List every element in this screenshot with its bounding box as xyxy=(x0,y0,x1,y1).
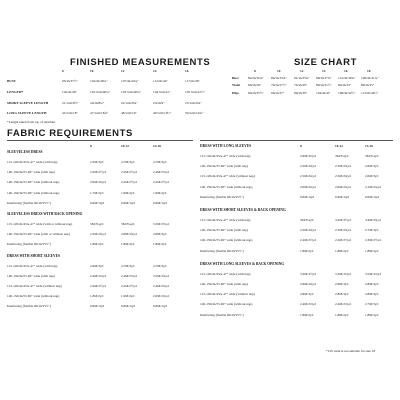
fabric-cell: 1.7M/2yd xyxy=(90,190,104,195)
fabric-cell: 1.8M/2yd xyxy=(121,242,135,247)
fabric-cell: 2.5M/2¾yd xyxy=(153,273,169,278)
sc-cell: 90cm/35½" xyxy=(248,91,264,95)
fabric-cell: 1.8M/2yd xyxy=(335,312,349,317)
sc-cell: 104cm/41" xyxy=(316,91,331,95)
fabric-section-title: SLEEVELESS DRESS WITH BACK OPENING xyxy=(7,212,83,216)
fabric-row-label: 140-150cm/55-60" wide (with or without nap) xyxy=(7,232,70,237)
fabric-cell: 3.5M/3⅞yd xyxy=(153,222,169,226)
fabric-cell: 3.2M/3½yd xyxy=(335,218,351,222)
fabric-row-label: 140-150cm/55-60" wide (without nap) xyxy=(7,190,60,195)
fabric-cell: 3M/3¼yd xyxy=(90,222,104,226)
fabric-cell: 0.6M/⅝yd xyxy=(121,200,136,205)
fabric-row-label: 140-150cm/55-60" wide (without nap) xyxy=(200,184,253,189)
fabric-cell: 2.2M/2½yd xyxy=(300,238,316,243)
fabric-cell: 2.7M/3yd xyxy=(365,302,379,307)
sc-row-label: Hips xyxy=(232,91,239,95)
fabric-cell: 2.6M/3yd xyxy=(365,164,379,169)
fabric-section-title: DRESS WITH LONG SLEEVES xyxy=(200,144,252,148)
fabric-cell: 2.0M/2¼yd xyxy=(335,184,351,189)
fabric-row-label: Interfacing (fusible 90cm/35½") xyxy=(200,312,244,317)
fabric-right-rule xyxy=(200,140,393,141)
fabric-left-rule xyxy=(7,140,193,141)
fabric-cell: 2.1M/2¼yd xyxy=(365,184,381,189)
fabric-cell: 1.8M/2yd xyxy=(90,294,104,299)
fabric-cell: 1.9M/2yd xyxy=(121,294,135,299)
fabric-right-header: 8 xyxy=(300,144,302,148)
sc-size-18: 18 xyxy=(367,69,371,73)
finished-measurements-title: FINISHED MEASUREMENTS xyxy=(70,57,211,68)
fabric-cell: 1.9M/2yd xyxy=(153,190,167,195)
fm-cell: 48.5cm/19" xyxy=(121,111,137,115)
fabric-cell: 1.8M/2yd xyxy=(300,248,314,253)
fabric-cell: 2.5M/2¾yd xyxy=(90,232,106,237)
fabric-cell: 2.2M/2½yd xyxy=(153,180,169,185)
fm-cell: 21.5cm/8½" xyxy=(62,101,79,105)
sc-cell: 89cm/35" xyxy=(361,83,375,87)
fabric-cell: 3.5M/3⅞yd xyxy=(365,271,381,276)
fabric-right-header: 14-16 xyxy=(365,144,373,148)
fabric-cell: 1.8M/2yd xyxy=(365,312,379,317)
fabric-cell: 0.6M/⅝yd xyxy=(153,304,168,309)
fabric-row-label: 115-120cm/45¼-47" wide (with nap) xyxy=(200,218,251,222)
fabric-row-label: 115-120cm/45¼-47" wide (with or without nap) xyxy=(7,222,73,226)
fabric-section-title: DRESS WITH SHORT SLEEVES & BACK OPENING xyxy=(200,208,286,212)
fabric-cell: 2.2M/2½yd xyxy=(90,170,106,175)
fm-size-12: 12 xyxy=(121,69,125,73)
fm-cell: 102cm/40¼" xyxy=(90,79,108,83)
fabric-cell: 2.4M/2⅝yd xyxy=(335,302,351,307)
fm-cell: 22.5cm/8¾" xyxy=(121,101,138,105)
sc-size-8: 8 xyxy=(254,69,256,73)
fabric-cell: 2.4M/2⅝yd xyxy=(153,284,169,288)
fm-size-14: 14 xyxy=(153,69,157,73)
fm-cell: 45.5cm/18" xyxy=(62,111,78,115)
fm-cell: 95cm/37½" xyxy=(62,79,78,83)
fabric-row-label: 115-120cm/45¼-47" wide (without nap) xyxy=(7,284,62,288)
sc-cell: 86cm/33¾" xyxy=(271,76,287,80)
fm-row-label: SHORT SLEEVE LENGTH xyxy=(7,101,49,105)
sc-cell: 91cm/35¾" xyxy=(294,76,310,80)
fabric-cell: 2.9M/3⅛yd xyxy=(300,154,316,158)
fm-cell: 49.5cm/19½" xyxy=(153,111,172,115)
fabric-cell: 2.0M/2¼yd xyxy=(300,184,316,189)
sc-cell: 82cm/32¼" xyxy=(248,76,264,80)
fabric-cell: 2.6M/2¾yd xyxy=(121,232,137,237)
fabric-left-header: 14-16 xyxy=(153,144,161,148)
fm-cell: 102.5cm/40¼" xyxy=(90,90,111,94)
fm-cell: 117cm/46" xyxy=(185,79,200,83)
fabric-requirements-title: FABRIC REQUIREMENTS xyxy=(7,128,133,139)
fm-cell: 102cm/40" xyxy=(62,90,77,94)
fabric-cell: 2.5M/2¾yd xyxy=(300,228,316,233)
fm-cell: 50.5cm/19¾" xyxy=(185,111,204,115)
fm-cell: 112cm/44" xyxy=(153,79,168,83)
fabric-cell: 0.6M/⅝yd xyxy=(335,194,350,199)
fabric-cell: 3.3M/3⅝yd xyxy=(335,271,351,276)
sc-cell: 94cm/37" xyxy=(271,91,285,95)
fabric-section-title: DRESS WITH LONG SLEEVES & BACK OPENING xyxy=(200,261,285,266)
sc-cell: 96cm/37¾" xyxy=(316,76,332,80)
fabric-cell: 2.7M/3yd xyxy=(121,160,135,164)
fabric-cell: 0.6M/⅝yd xyxy=(153,200,168,205)
fabric-cell: 2.5M/2¾yd xyxy=(300,174,316,179)
sc-cell: 108cm/42½" xyxy=(338,91,356,95)
fabric-cell: 2.0M/2¼yd xyxy=(90,180,106,185)
fabric-cell: 2.2M/2½yd xyxy=(121,284,137,288)
fabric-cell: 1.8M/2yd xyxy=(153,242,167,247)
finished-measurements-note: *Length taken from top of shoulder xyxy=(7,120,56,124)
sc-size-10: 10 xyxy=(277,69,281,73)
fabric-cell: 1.8M/2yd xyxy=(365,248,379,253)
fm-cell: 103.5cm/40¾" xyxy=(121,90,142,94)
fabric-cell: 2.6M/3yd xyxy=(90,263,104,268)
fabric-cell: 2.5M/2¾yd xyxy=(335,164,351,169)
fabric-footnote: *150 wide is not suitable for size 18 xyxy=(326,349,376,353)
fabric-row-label: Interfacing (fusible 90cm/35½") xyxy=(7,242,51,247)
fabric-left-header: 10-12 xyxy=(121,144,129,148)
fabric-cell: 0.6M/⅝yd xyxy=(300,194,315,199)
fabric-row-label: 115-120cm/45¼-47" wide (with nap) xyxy=(7,160,58,164)
fabric-cell: 3M/3¼yd xyxy=(121,222,135,226)
fm-cell: 105.5cm/41½" xyxy=(185,90,206,94)
fm-cell: 104.5cm/41" xyxy=(153,90,171,94)
fabric-row-label: 115-120cm/45¼-47" wide (without nap) xyxy=(200,292,255,297)
fabric-cell: 2.3M/2½yd xyxy=(365,238,381,243)
sc-cell: 74cm/29" xyxy=(294,83,308,87)
fabric-cell: 2.4M/2⅝yd xyxy=(153,170,169,175)
fabric-cell: 2.5M/2¾yd xyxy=(335,228,351,233)
fabric-row-label: 140-150cm/55-60" wide (with nap) xyxy=(7,273,55,278)
fabric-row-label: 140-150cm/55-60" wide (with nap) xyxy=(200,228,248,233)
fabric-cell: 2.7M/3yd xyxy=(121,263,135,268)
fabric-row-label: Interfacing (fusible 90cm/35½") xyxy=(200,194,244,199)
fabric-row-label: 115-120cm/45¼-47" wide (with nap) xyxy=(200,271,251,276)
fabric-cell: 2.5M/2¾yd xyxy=(300,164,316,169)
fabric-right-header: 10-12 xyxy=(335,144,343,148)
fabric-cell: 3M/3¼yd xyxy=(300,218,314,222)
fabric-row-label: Interfacing (fusible 90cm/35½") xyxy=(200,248,244,253)
sc-cell: 80cm/31½" xyxy=(316,83,332,87)
size-chart-title: SIZE CHART xyxy=(294,57,357,68)
sc-cell: 84cm/33" xyxy=(338,83,352,87)
sc-row-label: Bust xyxy=(232,76,239,80)
fabric-cell: 2.5M/2¾yd xyxy=(335,174,351,179)
fabric-row-label: 140-150cm/55-60" wide (with nap) xyxy=(7,170,55,175)
fabric-left-header: 8 xyxy=(90,144,92,148)
sc-cell: 99cm/39" xyxy=(294,91,308,95)
fm-size-0: 0 xyxy=(62,69,64,73)
fabric-row-label: 140-150cm/55-60" wide (with nap) xyxy=(200,282,248,286)
sc-cell: 106cm/41¾" xyxy=(361,76,379,80)
fm-size-10: 10 xyxy=(90,69,94,73)
fabric-row-label: 140-150cm/55-60" wide (without nap) xyxy=(7,180,60,185)
fabric-cell: 2.2M/2½yd xyxy=(121,170,137,175)
fm-row-label: BUST xyxy=(7,79,16,83)
fabric-cell: 3M/3¼yd xyxy=(335,154,349,158)
fabric-cell: 0.6M/⅝yd xyxy=(90,304,105,309)
fabric-cell: 3.2M/3½yd xyxy=(300,271,316,276)
fm-row-label: LONG SLEEVE LENGTH xyxy=(7,111,47,115)
fabric-cell: 0.6M/⅝yd xyxy=(121,304,136,309)
fabric-row-label: Interfacing (fusible 90cm/35½") xyxy=(7,200,51,205)
fabric-cell: 2.6M/3yd xyxy=(365,174,379,179)
fabric-row-label: 140-150cm/55-60" wide (with nap) xyxy=(200,164,248,169)
fabric-cell: 1.9M/2yd xyxy=(121,190,135,195)
sc-size-12: 12 xyxy=(300,69,304,73)
fm-cell: 23.5cm/9¼" xyxy=(185,101,202,105)
fabric-cell: 2.8M/3yd xyxy=(300,292,314,297)
fm-cell: 107cm/42¼" xyxy=(121,79,139,83)
fabric-cell: 2.6M/3yd xyxy=(335,282,349,286)
fabric-cell: 2.5M/3yd xyxy=(90,160,104,164)
sc-cell: 101cm/39¾" xyxy=(338,76,356,80)
fabric-cell: 2.2M/2½yd xyxy=(90,284,106,288)
fabric-cell: 0.6M/⅝yd xyxy=(365,194,380,199)
fabric-cell: 1.8M/2yd xyxy=(335,248,349,253)
fabric-cell: 3.4M/3¾yd xyxy=(365,218,381,222)
fabric-cell: 1.8M/2yd xyxy=(300,312,314,317)
fabric-cell: 2.4M/2⅝yd xyxy=(300,302,316,307)
fabric-row-label: 115-120cm/45¼-47" wide (with nap) xyxy=(7,263,58,268)
fabric-row-label: 140-150cm/55-60" wide (without nap) xyxy=(200,238,253,243)
fabric-cell: 2.8M/3yd xyxy=(335,292,349,297)
sc-cell: 113cm/44½" xyxy=(361,91,379,95)
fabric-cell: 2.6M/2¾yd xyxy=(300,282,316,286)
fabric-cell: 2.7M/3yd xyxy=(365,228,379,233)
fabric-cell: 2.6M/3yd xyxy=(153,232,167,237)
fabric-cell: 2.8M/3yd xyxy=(365,282,379,286)
fabric-cell: 2.0M/2¼yd xyxy=(153,294,169,299)
fabric-row-label: Interfacing (fusible 90cm/35½") xyxy=(7,304,51,309)
fabric-row-label: 115-120cm/45¼-47" wide (without nap) xyxy=(200,174,255,179)
fabric-cell: 2.4M/2⅝yd xyxy=(90,273,106,278)
fabric-cell: 2.8M/3yd xyxy=(365,292,379,297)
fm-cell: 47.5cm/18¾" xyxy=(90,111,109,115)
fabric-cell: 2.7M/3yd xyxy=(153,263,167,268)
fabric-cell: 3M/3¼yd xyxy=(365,154,379,158)
fabric-section-title: DRESS WITH SHORT SLEEVES xyxy=(7,253,60,258)
sc-size-14: 14 xyxy=(322,69,326,73)
fabric-row-label: 140-150cm/55-60" wide (without nap) xyxy=(7,294,60,299)
fabric-cell: 2.7M/3yd xyxy=(153,160,167,164)
fm-row-label: LENGTH* xyxy=(7,90,24,94)
fabric-cell: 2.2M/2½yd xyxy=(121,180,137,185)
sc-cell: 66cm/26" xyxy=(248,83,262,87)
fabric-section-title: SLEEVELESS DRESS xyxy=(7,150,43,154)
fabric-cell: 2.4M/2⅝yd xyxy=(121,273,137,278)
fabric-row-label: 140-150cm/55-60" wide (without nap) xyxy=(200,302,253,307)
sc-size-16: 16 xyxy=(344,69,348,73)
fm-size-16: 16 xyxy=(185,69,189,73)
fabric-cell: 1.8M/2yd xyxy=(90,242,104,247)
sc-row-label: Waist xyxy=(232,83,241,87)
fm-cell: 22cm/8¾" xyxy=(90,101,105,105)
fabric-cell: 0.6M/⅝yd xyxy=(90,200,105,205)
fabric-row-label: 115-120cm/45¼-47" wide (with nap) xyxy=(200,154,251,158)
fabric-cell: 2.2M/2½yd xyxy=(335,238,351,243)
sc-cell: 70cm/27½" xyxy=(271,83,287,87)
fm-cell: 23cm/9" xyxy=(153,101,165,105)
